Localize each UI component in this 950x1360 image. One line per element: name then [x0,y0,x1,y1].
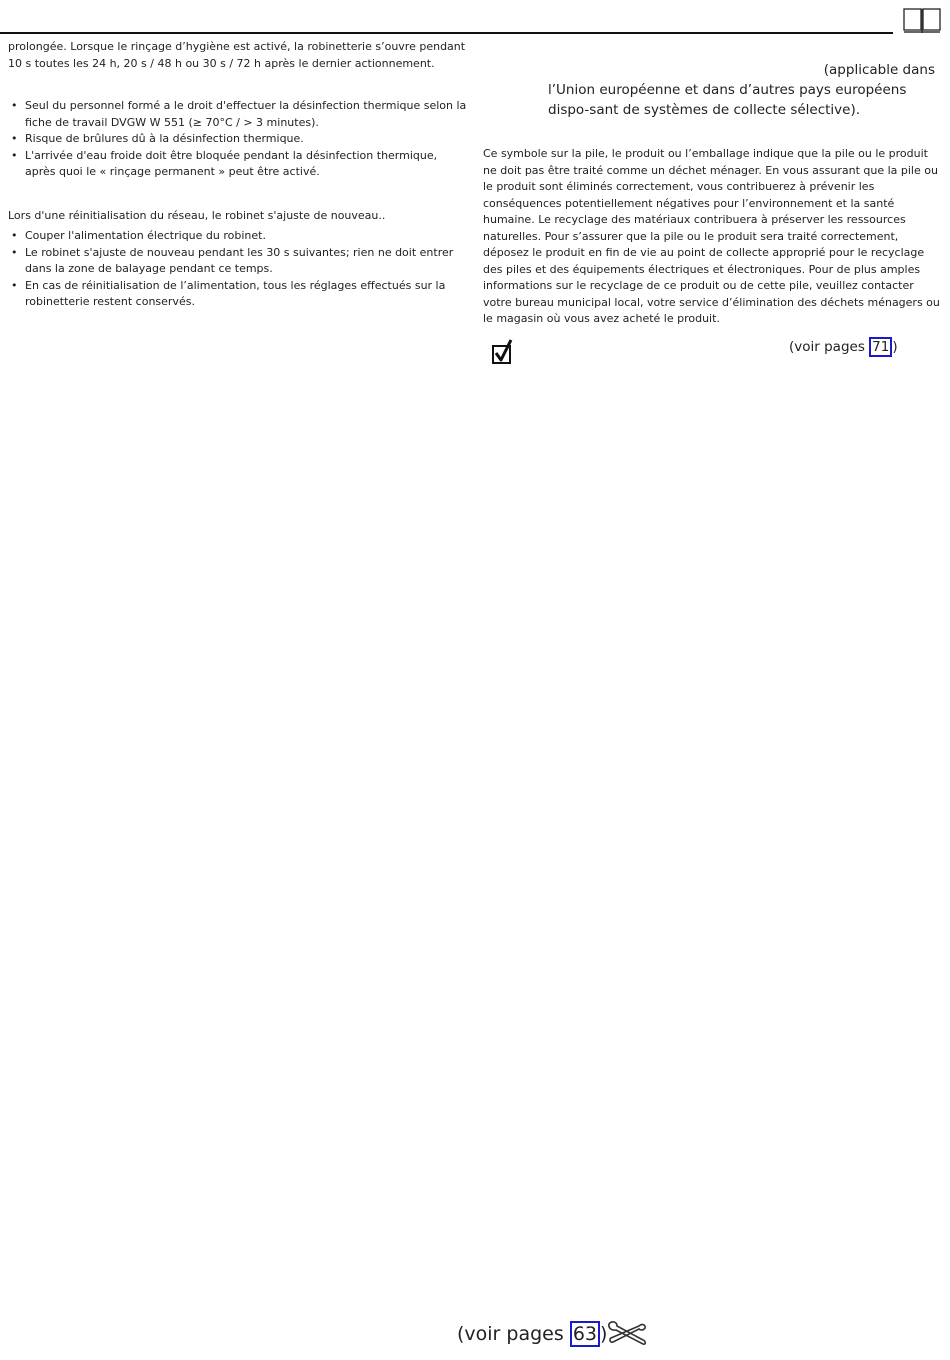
hygiene-flush-text: prolongée. Lorsque le rinçage d’hygiène est activé, la robinetterie s’ouvre pendant 10 s toutes les 24 h, 20 s / 48 h ou 30 s / 72 h après le dernier actionnement. [8,40,466,70]
list-item: • Le robinet s'ajuste de nouveau pendant les 30 s suivantes; rien ne doit entrer dans la zone de balayage pendant ce temps. [8,245,468,278]
battery-disposal-text: Ce symbole sur la pile, le produit ou l’emballage indique que la pile ou le produit ne doit pas être traité comme un déchet ménager. En vous assurant que la pile ou le produit sont éliminés correctement, vous contribuerez à prévenir les conséquences potentiellement négatives pour l’environnement et la santé humaine. Le recyclage des matériaux contribuera à préserver les ressources naturelles. Pour s’assurer que la pile ou le produit sera traité correctement, déposez le produit en fin de vie au point de collecte approprié pour le recyclage des piles et des équipements électriques et électroniques. Pour de plus amples informations sur le recyclage de ce produit ou de cette pile, veuillez contacter votre bureau municipal local, votre service d’élimination des déchets ménagers ou le magasin où vous avez acheté le produit. [483,147,940,325]
list-item: • Seul du personnel formé a le droit d'effectuer la désinfection thermique selon la fiche de travail DVGW W 551 (≥ 70°C / > 3 minutes). [8,98,468,131]
open-book-icon [903,8,941,34]
footer-page-reference [457,1320,607,1348]
reset-intro: Lors d'une réinitialisation du réseau, le robinet s'ajuste de nouveau.. [8,208,386,222]
page-reference-prefix: (voir pages [789,339,870,355]
page-link-71[interactable]: 71 [869,337,892,357]
disinfection-list [8,98,468,181]
disposal-rest: l’Union européenne et dans d’autres pays européens dispo-sant de systèmes de collecte sélective). [548,82,907,118]
page-reference [789,337,898,357]
disposal-notice [548,60,935,120]
page-link-63[interactable]: 63 [570,1321,600,1347]
footer-reference-suffix: ) [600,1323,608,1345]
left-column [8,39,468,311]
list-item: • En cas de réinitialisation de l’alimentation, tous les réglages effectués sur la robinetterie restent conservés. [8,278,468,311]
footer-reference-prefix: (voir pages [457,1323,570,1345]
list-item: • L'arrivée d'eau froide doit être bloquée pendant la désinfection thermique, après quoi le « rinçage permanent » peut être activé. [8,148,468,181]
page-reference-suffix: ) [892,339,898,355]
wrench-icon [605,1318,649,1346]
reset-list [8,228,468,311]
disposal-first-line: (applicable dans [823,62,935,78]
header-rule [0,32,893,34]
list-item: • Couper l'alimentation électrique du robinet. [8,228,468,245]
checkbox-check-icon [491,338,515,366]
list-item: • Risque de brûlures dû à la désinfection thermique. [8,131,468,148]
